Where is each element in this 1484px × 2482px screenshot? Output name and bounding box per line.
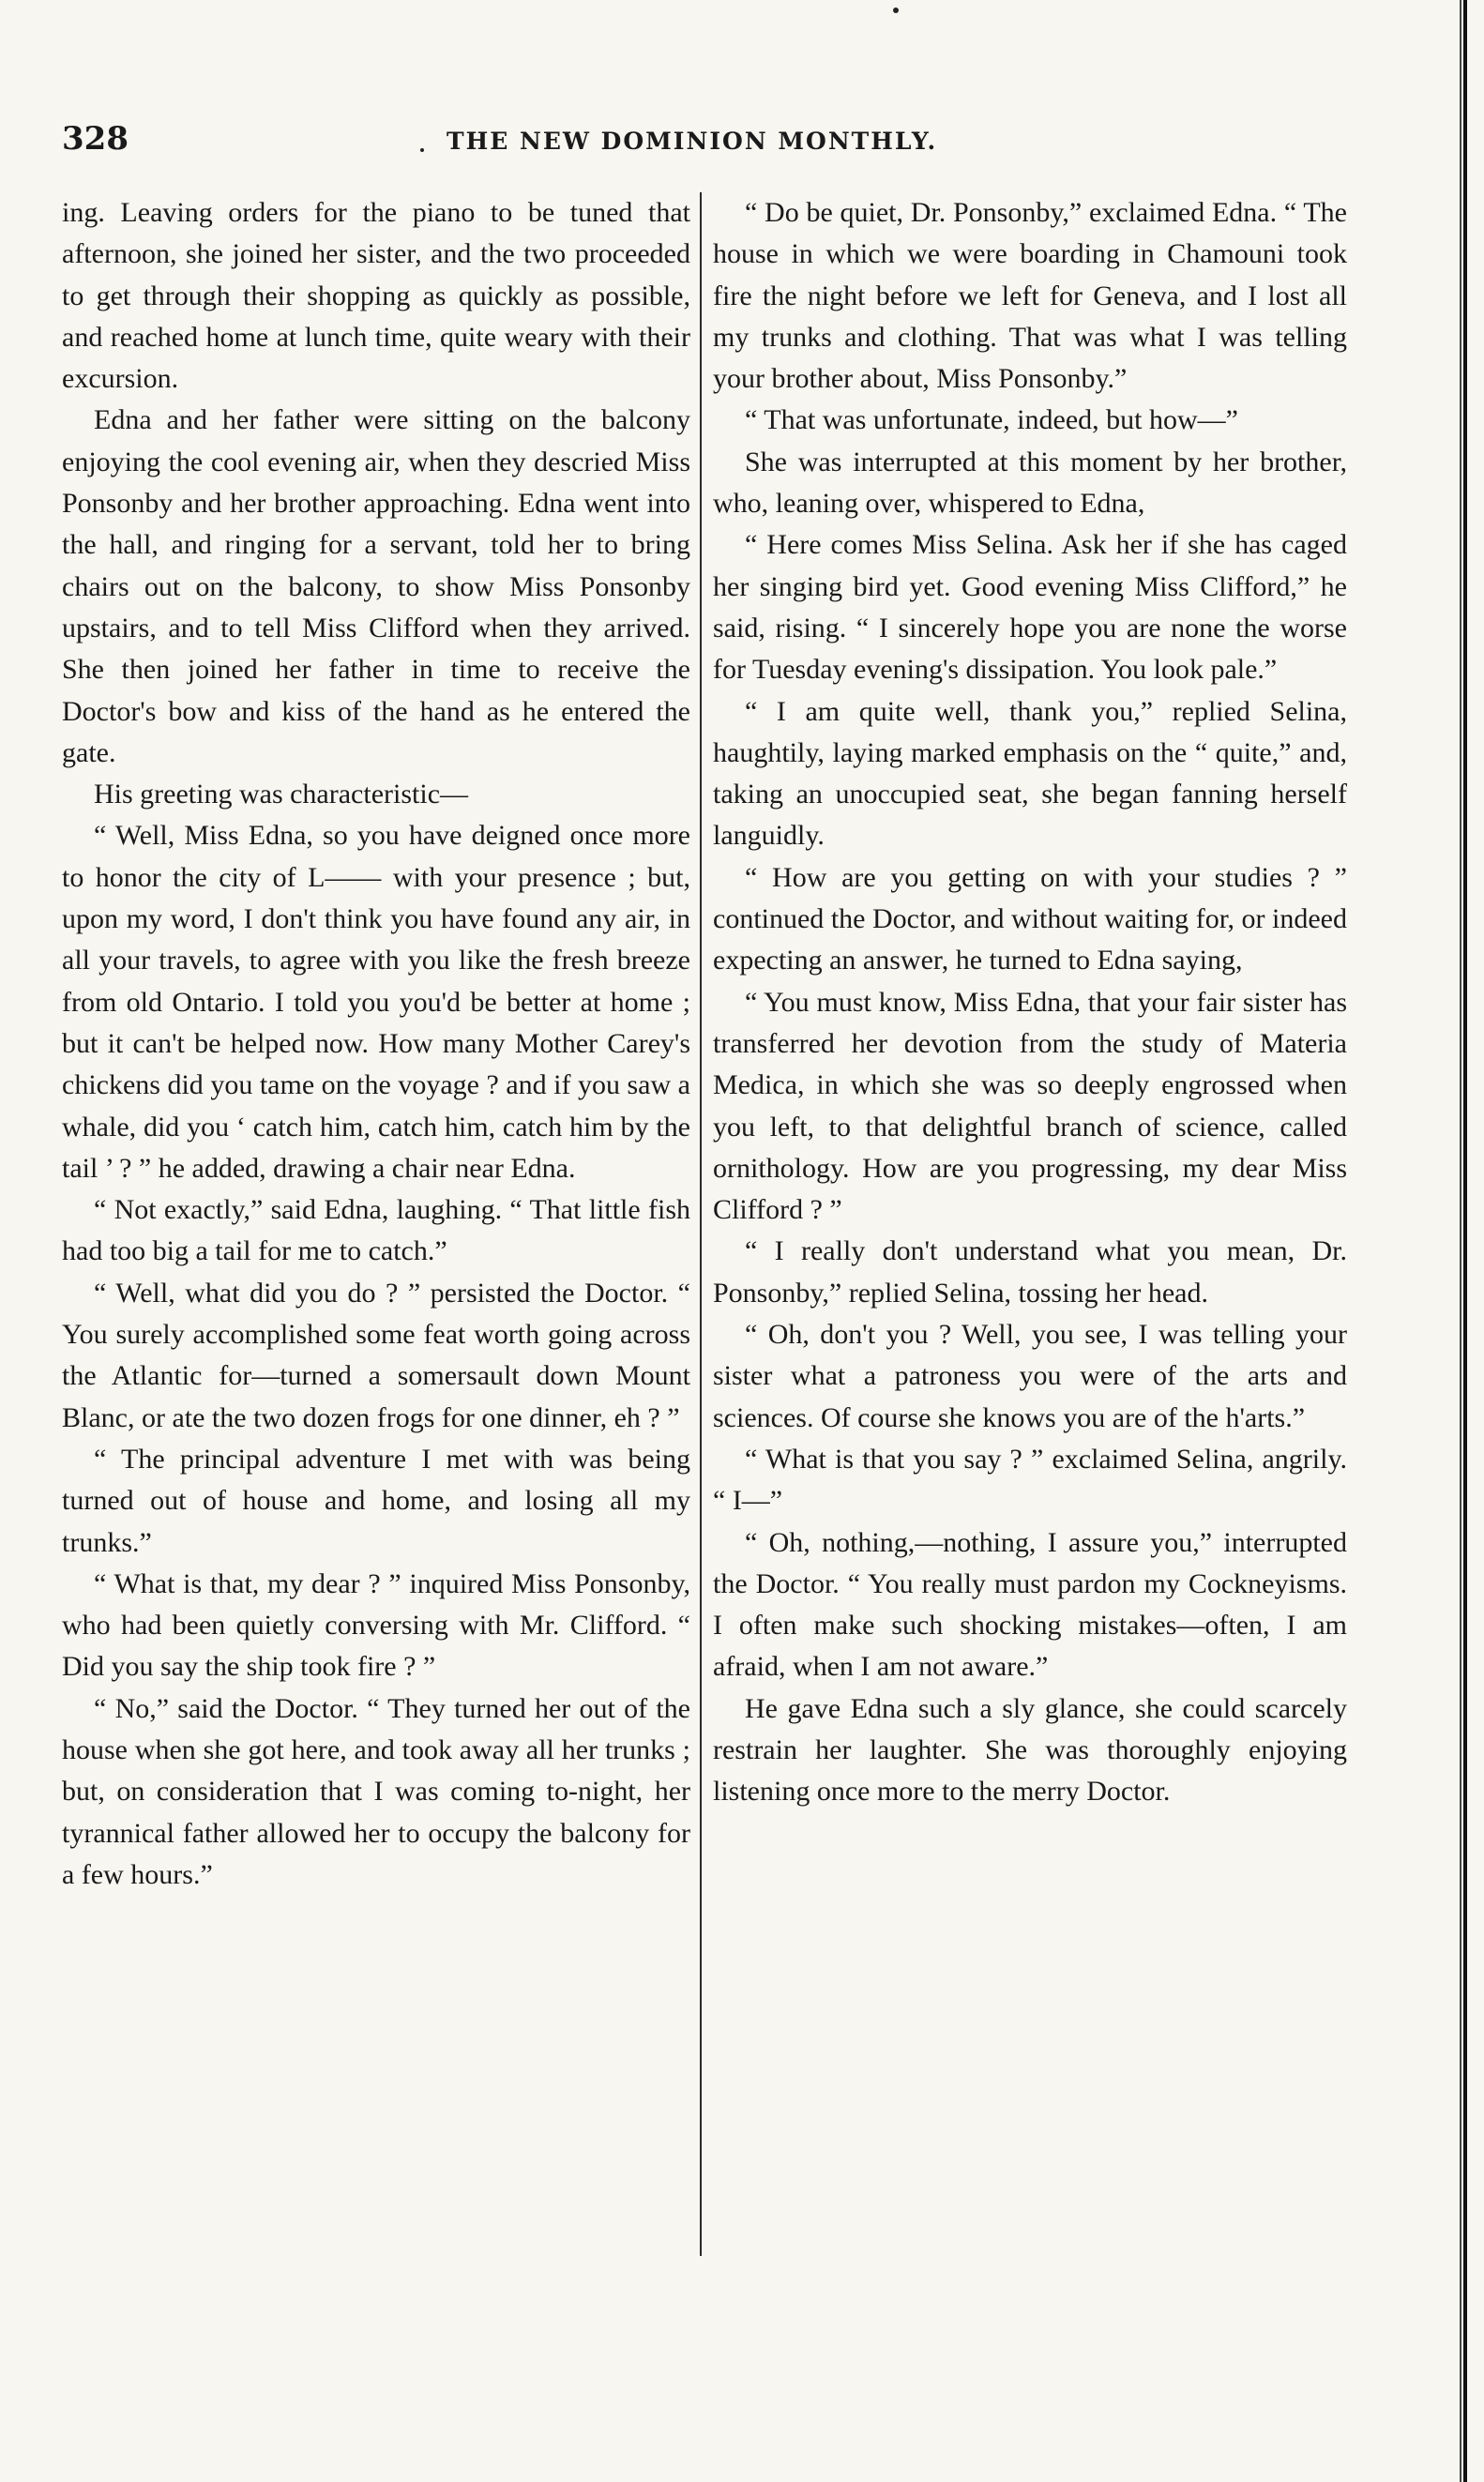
paragraph: “ Well, what did you do ? ” persisted the Doctor. “ You surely accomplished some feat worth going across the Atlantic for—turned a somersault down Mount Blanc, or ate the two dozen frogs for one dinner, eh ? ” [62,1277,690,1433]
paragraph: “ That was unfortunate, indeed, but how—” [745,404,1238,436]
paragraph: He gave Edna such a sly glance, she could scarcely restrain her laughter. She was thoroughly enjoying listening once more to the merry Doctor. [713,1692,1347,1808]
paragraph: “ What is that you say ? ” exclaimed Selina, angrily. “ I—” [713,1443,1347,1517]
paragraph: “ How are you getting on with your studies ? ” continued the Doctor, and without waiting for, or indeed expecting an answer, he turned to Edna saying, [713,861,1347,976]
paragraph: “ You must know, Miss Edna, that your fair sister has transferred her devotion from the study of Materia Medica, in which she was so deeply engrossed when you left, to that delightful branch of science, called ornithology. How are you progressing, my dear Miss Clifford ? ” [713,986,1347,1226]
paragraph: “ Do be quiet, Dr. Ponsonby,” exclaimed Edna. “ The house in which we were boarding in Chamouni took fire the night before we left for Geneva, and I lost all my trunks and clothing. That was what I was telling your brother about, Miss Ponsonby.” [713,197,1347,395]
column-divider [700,192,702,2256]
paragraph: “ Well, Miss Edna, so you have deigned once more to honor the city of L—— with your presence ; but, upon my word, I don't think you have found any air, in all your travels, to agree with you like the fresh breeze from old Ontario. I told you you'd be better at home ; but it can't be helped now. How many Mother Carey's chickens did you tame on the voyage ? and if you saw a whale, did you ‘ catch him, catch him, catch him by the tail ’ ? ” he added, drawing a chair near Edna. [62,820,690,1184]
page-edge-binding [1463,0,1467,2482]
paragraph: “ I really don't understand what you mean, Dr. Ponsonby,” replied Selina, tossing her head. [713,1235,1347,1309]
paragraph: Edna and her father were sitting on the balcony enjoying the cool evening air, when they descried Miss Ponsonby and her brother approaching. Edna went into the hall, and ringing for a servant, told her to bring chairs out on the balcony, to show Miss Ponsonby upstairs, and to tell Miss Clifford when they arrived. She then joined her father in time to receive the Doctor's bow and kiss of the hand as he entered the gate. [62,404,690,768]
paragraph: She was interrupted at this moment by her brother, who, leaning over, whispered to Edna, [713,446,1347,520]
running-head: THE NEW DOMINION MONTHLY. [447,128,938,155]
paragraph: “ What is that, my dear ? ” inquired Miss Ponsonby, who had been quietly conversing with Mr. Clifford. “ Did you say the ship took fire ? ” [62,1567,690,1683]
paragraph: “ Oh, nothing,—nothing, I assure you,” interrupted the Doctor. “ You really must pardon my Cockneyisms. I often make such shocking mistakes—often, I am afraid, when I am not aware.” [713,1526,1347,1683]
paragraph: ing. Leaving orders for the piano to be tuned that afternoon, she joined her sister, and the two proceeded to get through their shopping as quickly as possible, and reached home at lunch time, quite weary with their excursion. [62,197,690,395]
paragraph: “ Not exactly,” said Edna, laughing. “ That little fish had too big a tail for me to catch.” [62,1194,690,1267]
paragraph: “ The principal adventure I met with was being turned out of house and home, and losing all my trunks.” [62,1443,690,1558]
paragraph: “ No,” said the Doctor. “ They turned her out of the house when she got here, and took away all her trunks ; but, on consideration that I was coming to-night, her tyrannical father allowed her to occupy the balcony for a few hours.” [62,1692,690,1890]
page-edge-shadow [1460,0,1461,2482]
page-header [62,120,1356,167]
paragraph: “ Here comes Miss Selina. Ask her if she has caged her singing bird yet. Good evening Miss Clifford,” he said, rising. “ I sincerely hope you are none the worse for Tuesday evening's dissipation. You look pale.” [713,529,1347,686]
left-column [62,192,690,1896]
paragraph: His greeting was characteristic— [94,779,469,810]
page-number: 328 [62,120,129,158]
paragraph: “ I am quite well, thank you,” replied Selina, haughtily, laying marked emphasis on the “ quite,” and, taking an unoccupied seat, she began fanning herself languidly. [713,695,1347,852]
paragraph: “ Oh, don't you ? Well, you see, I was telling your sister what a patroness you were of the arts and sciences. Of course she knows you are of the h'arts.” [713,1319,1347,1433]
print-speck [420,148,424,152]
print-speck [893,8,899,13]
right-column [713,192,1347,1813]
